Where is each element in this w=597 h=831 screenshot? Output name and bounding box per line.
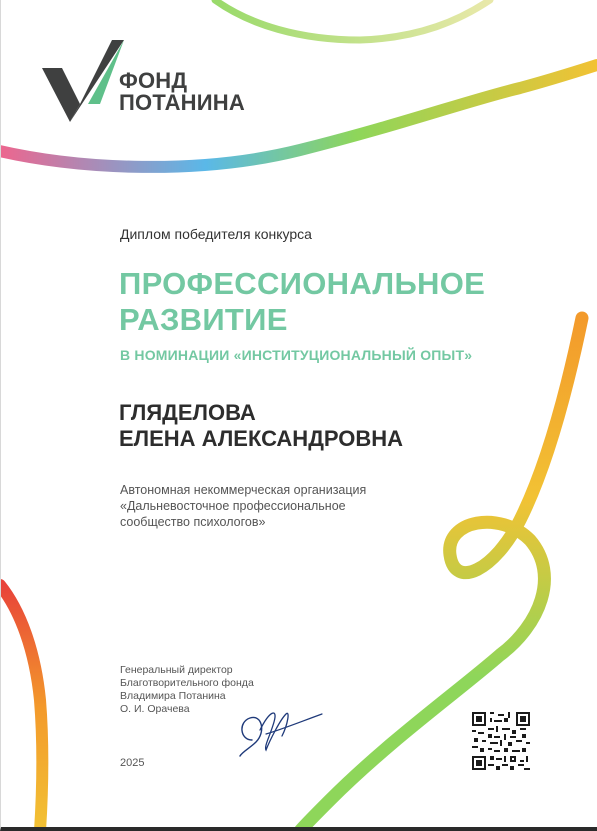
diploma-label: Диплом победителя конкурса [120,226,312,242]
nomination-text: В НОМИНАЦИИ «ИНСТИТУЦИОНАЛЬНЫЙ ОПЫТ» [120,347,473,363]
title-line-1: ПРОФЕССИОНАЛЬНОЕ [119,266,486,301]
logo-line-1: ФОНД [119,68,188,93]
signatory-line-1: Генеральный директор [120,664,233,676]
title-line-2: РАЗВИТИЕ [119,302,288,337]
right-loop-ribbon [300,318,582,831]
signatory-line-3: Владимира Потанина [120,690,226,702]
org-line-3: сообщество психологов» [120,515,266,529]
left-bottom-ribbon [0,585,42,831]
signatory-line-2: Благотворительного фонда [120,677,254,689]
org-line-2: «Дальневосточное профессиональное [120,499,346,513]
qr-code-icon [472,712,530,770]
winner-given-names: ЕЛЕНА АЛЕКСАНДРОВНА [119,426,404,451]
competition-title [119,266,485,338]
year: 2025 [120,757,145,769]
organization-name [120,482,366,530]
logo-line-2: ПОТАНИНА [119,90,245,115]
signatory-line-4: О. И. Орачева [120,703,190,715]
signature-icon [230,700,330,760]
winner-name [119,400,403,452]
winner-surname: ГЛЯДЕЛОВА [119,400,256,425]
org-line-1: Автономная некоммерческая организация [120,483,367,497]
foundation-logo-text [119,70,245,114]
top-thin-ribbon [215,0,490,40]
